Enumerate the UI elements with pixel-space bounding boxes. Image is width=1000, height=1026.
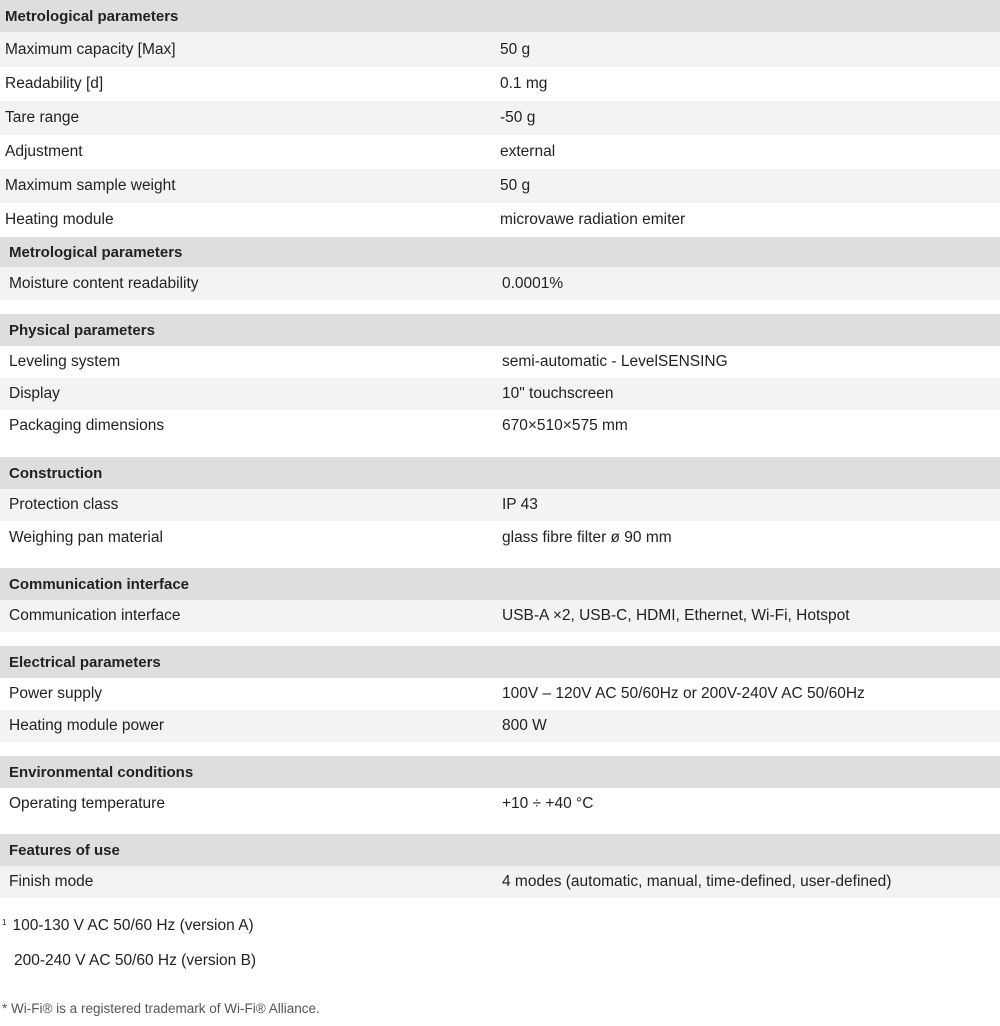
spec-label: Moisture content readability — [9, 274, 199, 292]
table-row — [0, 378, 1000, 410]
section-header — [0, 834, 1000, 866]
section-title: Metrological parameters — [9, 243, 183, 261]
spec-label: Maximum capacity [Max] — [5, 40, 176, 58]
spec-label: Heating module power — [9, 717, 165, 734]
spec-label: Weighing pan material — [9, 528, 163, 546]
section-divider — [0, 632, 1000, 646]
spec-value: USB-A ×2, USB-C, HDMI, Ethernet, Wi-Fi, Hotspot — [502, 607, 850, 624]
table-row — [0, 32, 1000, 67]
section-divider — [0, 554, 1000, 568]
footnote-text: 100-130 V AC 50/60 Hz (version A) — [12, 917, 254, 934]
section-title: Electrical parameters — [9, 653, 161, 671]
spec-value: 670×510×575 mm — [502, 417, 628, 434]
table-row — [0, 169, 1000, 203]
spec-value: external — [500, 143, 556, 160]
table-row — [0, 101, 1000, 135]
table-row — [0, 521, 1000, 554]
table-row — [0, 346, 1000, 378]
section-divider — [0, 820, 1000, 834]
section-title: Physical parameters — [9, 321, 155, 339]
spec-value: 4 modes (automatic, manual, time-defined, user-defined) — [502, 873, 892, 890]
spec-value: 0.0001% — [502, 274, 564, 292]
spec-blocks — [0, 237, 1000, 898]
section-header — [0, 568, 1000, 600]
table-row — [0, 203, 1000, 237]
spec-label: Packaging dimensions — [9, 417, 165, 434]
spec-label: Readability [d] — [5, 75, 104, 92]
spec-value: semi-automatic - LevelSENSING — [502, 353, 728, 370]
spec-label: Protection class — [9, 496, 119, 513]
footnote-version-b: 200-240 V AC 50/60 Hz (version B) — [14, 952, 257, 969]
spec-label: Power supply — [9, 685, 103, 702]
spec-label: Finish mode — [9, 873, 94, 890]
section-title: Metrological parameters — [5, 7, 179, 25]
spec-value: -50 g — [500, 109, 536, 126]
section-header — [0, 646, 1000, 678]
section-header — [0, 756, 1000, 788]
table-row — [0, 600, 1000, 632]
table-row — [0, 710, 1000, 742]
spec-label: Leveling system — [9, 353, 121, 370]
section-title: Environmental conditions — [9, 763, 194, 781]
section-header — [0, 237, 1000, 267]
spec-block-metrological-1 — [0, 0, 1000, 237]
spec-value: 10" touchscreen — [502, 385, 614, 402]
section-divider — [0, 442, 1000, 457]
table-row — [0, 866, 1000, 898]
table-row — [0, 410, 1000, 442]
spec-value: 0.1 mg — [500, 75, 548, 92]
spec-label: Adjustment — [5, 143, 83, 160]
spec-value: 800 W — [502, 717, 547, 734]
spec-value: 50 g — [500, 40, 531, 58]
section-header — [0, 0, 1000, 32]
spec-label: Heating module — [5, 211, 114, 228]
spec-label: Display — [9, 385, 60, 402]
footnote-version-a — [2, 917, 254, 935]
table-row — [0, 489, 1000, 521]
section-divider — [0, 300, 1000, 314]
section-header — [0, 457, 1000, 489]
spec-label: Operating temperature — [9, 795, 165, 812]
table-row — [0, 678, 1000, 710]
section-divider — [0, 742, 1000, 756]
spec-value: 100V – 120V AC 50/60Hz or 200V-240V AC 50/60Hz — [502, 685, 865, 702]
spec-value: glass fibre filter ø 90 mm — [502, 528, 672, 546]
table-row — [0, 67, 1000, 101]
spec-label: Tare range — [5, 109, 80, 126]
spec-value: 50 g — [500, 177, 531, 194]
table-row — [0, 267, 1000, 300]
spec-label: Maximum sample weight — [5, 177, 176, 194]
spec-label: Communication interface — [9, 607, 181, 624]
section-title: Construction — [9, 464, 103, 482]
table-row — [0, 788, 1000, 820]
table-row — [0, 135, 1000, 169]
section-header — [0, 314, 1000, 346]
footnote-marker: 1 — [2, 918, 7, 927]
spec-value: microvawe radiation emiter — [500, 211, 686, 228]
section-title: Features of use — [9, 841, 120, 859]
spec-value: +10 ÷ +40 °C — [502, 795, 594, 812]
spec-value: IP 43 — [502, 496, 538, 513]
trademark-note: * Wi-Fi® is a registered trademark of Wi-Fi® Alliance. — [2, 1001, 320, 1016]
section-title: Communication interface — [9, 575, 190, 593]
